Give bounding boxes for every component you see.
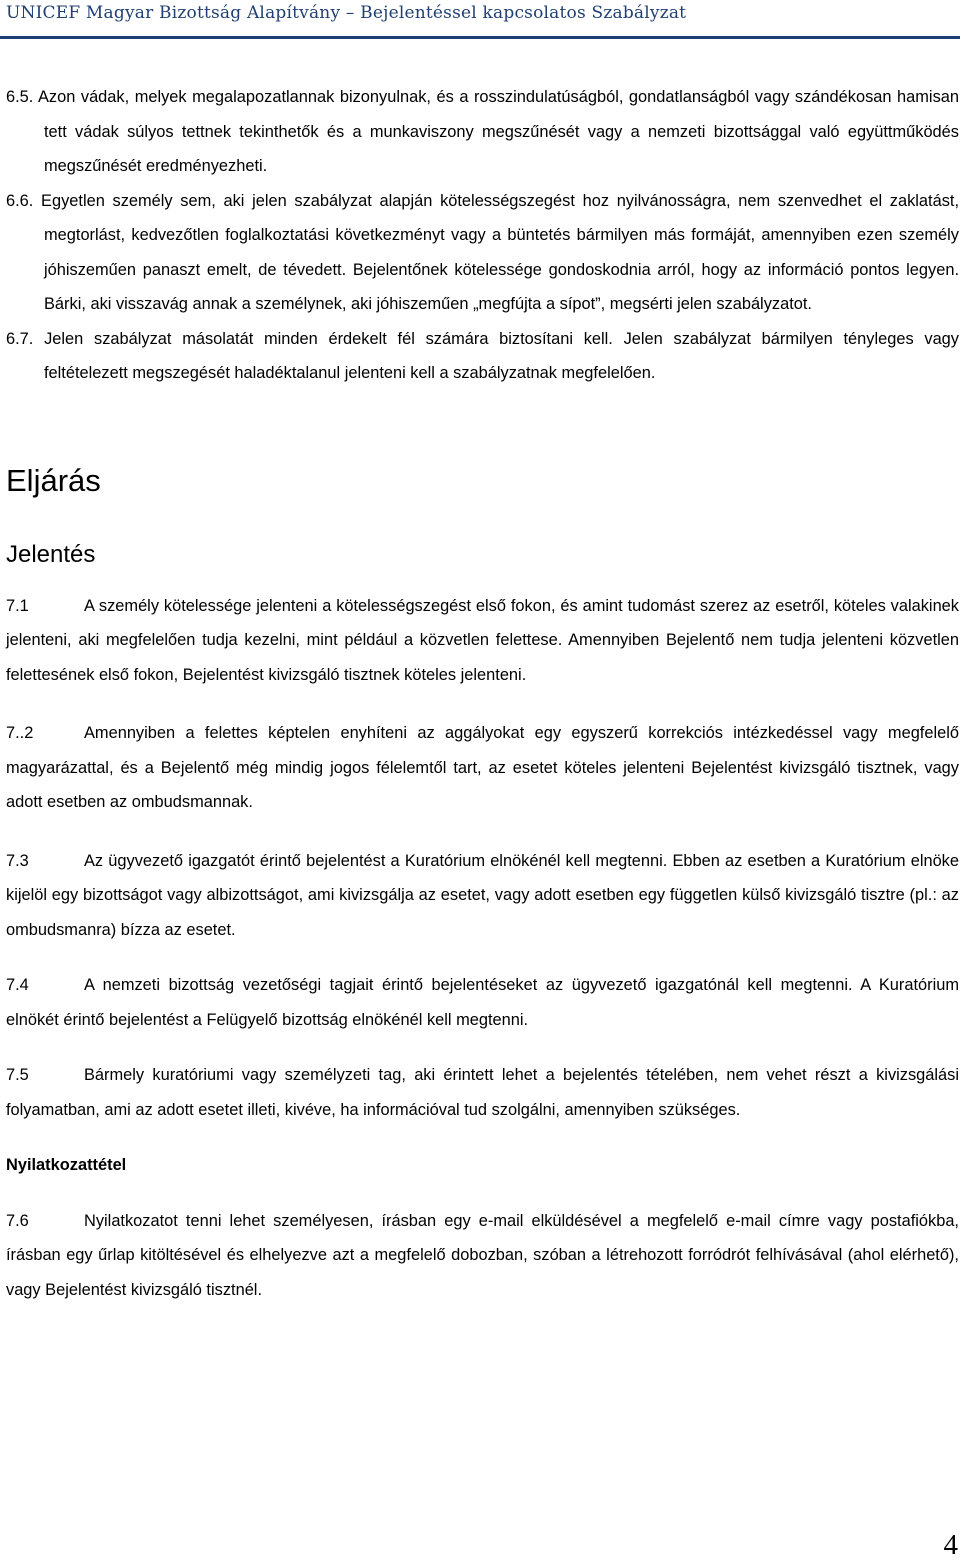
paragraph-7-5	[6, 1058, 959, 1127]
section-6	[6, 80, 959, 391]
paragraph-7-3	[6, 844, 959, 948]
paragraph-text: Bármely kuratóriumi vagy személyzeti tag, aki érintett lehet a bejelentés tételében, nem vehet részt a kivizsgálási folyamatban, ami az adott esetet illeti, kivéve, ha információval tud szolgálni, amennyiben szükséges.	[6, 1066, 959, 1119]
paragraph-7-2	[6, 716, 959, 820]
heading-jelentes: Jelentés	[6, 540, 96, 568]
paragraph-6-5	[6, 80, 959, 184]
document-body	[6, 80, 959, 1307]
paragraph-number: 7.1	[6, 596, 29, 615]
paragraph-text: Amennyiben a felettes képtelen enyhíteni az aggályokat egy egyszerű korrekciós intézkedéssel vagy megfelelő magyarázattal, és a Bejelentő még mindig jogos félelemtől tart, az esetet köteles jelenteni Bejelentést kivizsgáló tisztnek, vagy adott esetben az ombudsmannak.	[6, 724, 959, 811]
paragraph-number: 7.6	[6, 1211, 29, 1230]
paragraph-number: 7.3	[6, 851, 29, 870]
paragraph-text: Jelen szabályzat másolatát minden érdekelt fél számára biztosítani kell. Jelen szabályzat bármilyen tényleges vagy feltételezett megszegését haladéktalanul jelenteni kell a szabályzatnak megfelelően.	[44, 329, 959, 382]
paragraph-7-4	[6, 968, 959, 1037]
paragraph-number: 7..2	[6, 724, 34, 742]
paragraph-6-7	[6, 322, 959, 391]
paragraph-text: Nyilatkozatot tenni lehet személyesen, írásban egy e-mail elküldésével a megfelelő e-mail címre vagy postafiókba, írásban egy űrlap kitöltésével és elhelyezve azt a megfelelő dobozban, szóban a létrehozott forródrót felhívásával (ahol elérhető), vagy Bejelentést kivizsgáló tisztnél.	[6, 1211, 959, 1299]
paragraph-6-6	[6, 184, 959, 322]
paragraph-number: 7.4	[6, 976, 29, 994]
paragraph-text: A nemzeti bizottság vezetőségi tagjait érintő bejelentéseket az ügyvezető igazgatónál kell megtenni. A Kuratórium elnökét érintő bejelentést a Felügyelő bizottság elnökénél kell megtenni.	[6, 976, 959, 1029]
heading-eljaras: Eljárás	[6, 462, 101, 498]
paragraph-number: 7.5	[6, 1066, 29, 1084]
paragraph-7-6	[6, 1204, 959, 1308]
header-rule	[0, 36, 960, 39]
page-number: 4	[943, 1529, 958, 1561]
paragraph-text: Egyetlen személy sem, aki jelen szabályzat alapján kötelességszegést hoz nyilvánosságra, nem szenvedhet el zaklatást, megtorlást, kedvezőtlen foglalkoztatási következményt vagy a büntetés bármilyen más formáját, amennyiben ezen személy jóhiszeműen panaszt emelt, de tévedett. Bejelentőnek kötelessége gondoskodnia arról, hogy az információ pontos legyen. Bárki, aki visszavág annak a személynek, aki jóhiszeműen „megfújta a sípot”, megsérti jelen szabályzatot.	[41, 191, 959, 313]
paragraph-7-1	[6, 589, 959, 693]
paragraph-text: A személy kötelessége jelenteni a kötelességszegést első fokon, és amint tudomást szerez az esetről, köteles valakinek jelenteni, aki megfelelően tudja kezelni, mint például a közvetlen felettese. Amennyiben Bejelentő nem tudja jelenteni közvetlen felettesének első fokon, Bejelentést kivizsgáló tisztnek köteles jelenteni.	[6, 596, 959, 684]
paragraph-text: Azon vádak, melyek megalapozatlannak bizonyulnak, és a rosszindulatúságból, gondatlanságból vagy szándékosan hamisan tett vádak súlyos tettnek tekinthetők és a munkaviszony megszűnését vagy a nemzeti bizottsággal való együttműködés megszűnését eredményezheti.	[37, 88, 959, 175]
paragraph-number: 6.6.	[6, 191, 34, 210]
paragraph-number: 6.7.	[6, 329, 34, 348]
paragraph-number: 6.5.	[6, 88, 34, 106]
paragraph-text: Az ügyvezető igazgatót érintő bejelentést a Kuratórium elnökénél kell megtenni. Ebben az esetben a Kuratórium elnöke kijelöl egy bizottságot vagy albizottságot, ami kivizsgálja az esetet, vagy adott esetben egy független külső kivizsgáló tisztre (pl.: az ombudsmanra) bízza az esetet.	[6, 851, 959, 939]
running-header: UNICEF Magyar Bizottság Alapítvány – Bejelentéssel kapcsolatos Szabályzat	[6, 3, 687, 23]
subheading-nyilatkozattetel: Nyilatkozattétel	[6, 1156, 127, 1174]
